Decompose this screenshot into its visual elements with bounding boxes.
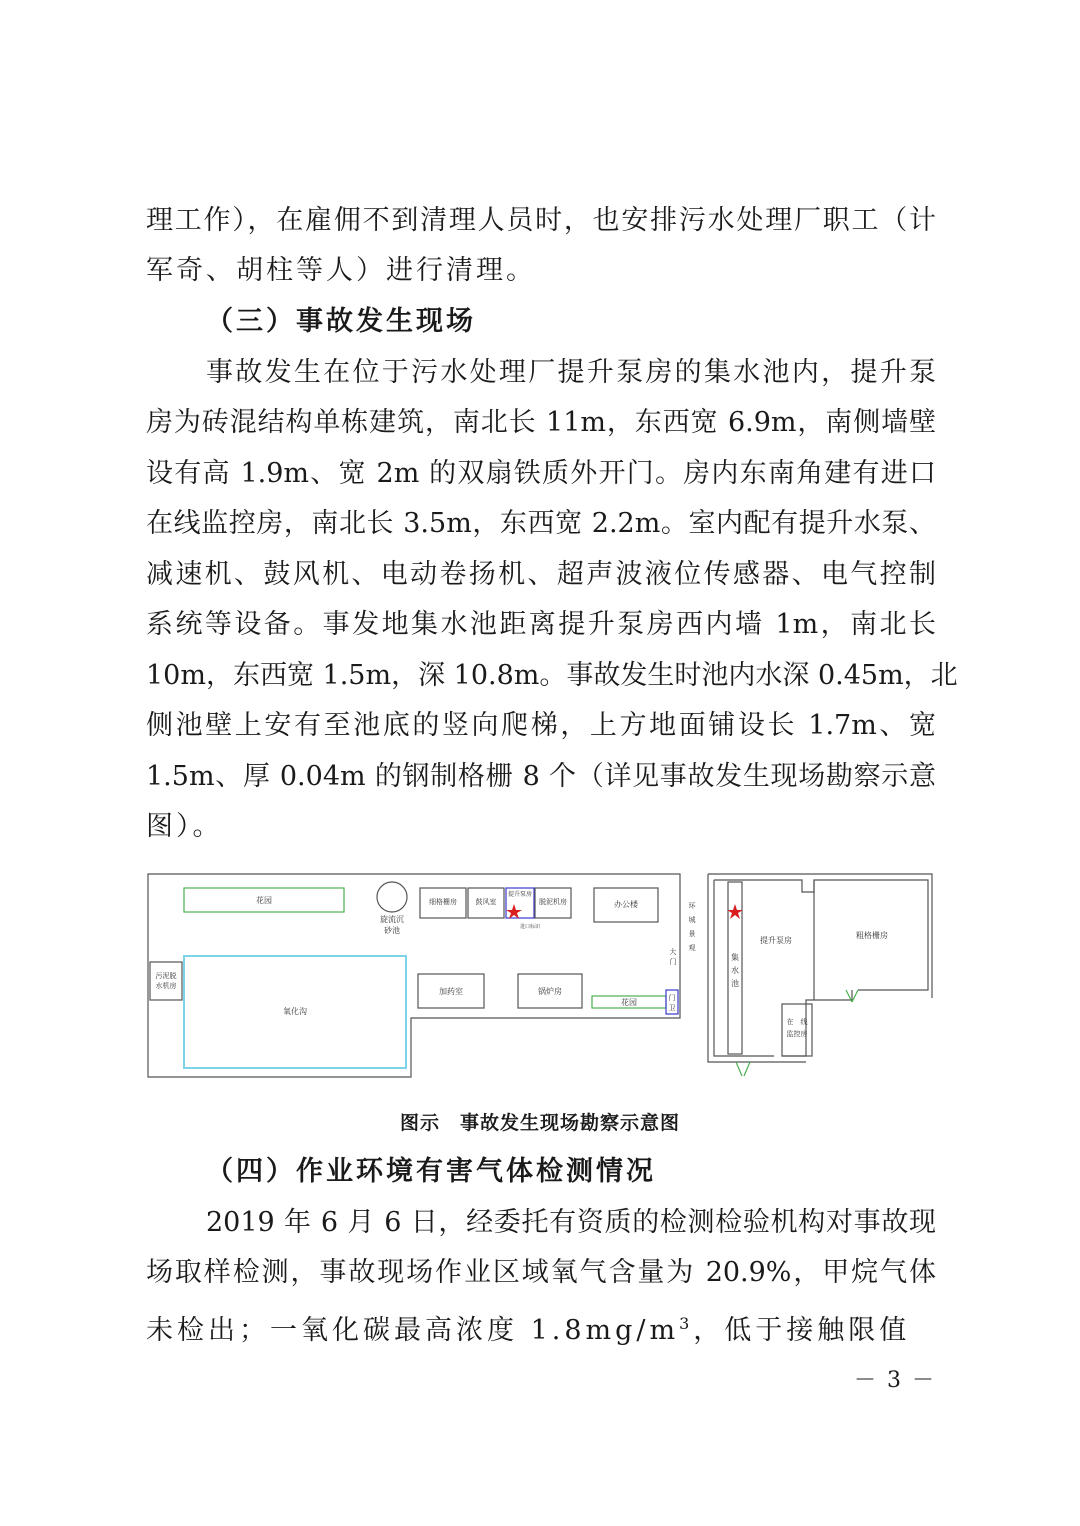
label-road-2: 城 [688, 916, 696, 924]
pump-room-detail [708, 874, 932, 1076]
section-heading-3: （三）事故发生现场 [206, 306, 476, 337]
text-line: 侧池壁上安有至池底的竖向爬梯，上方地面铺设长 1.7m、宽 [146, 710, 936, 741]
label-garden-bottom: 花园 [621, 998, 637, 1007]
label-dewater: 脱泥机房 [539, 898, 567, 906]
text-line: 1.5m、厚 0.04m 的钢制格栅 8 个（详见事故发生现场勘察示意 [146, 761, 936, 792]
label-grit-1: 旋流沉 [380, 915, 404, 924]
text-line: 房为砖混结构单栋建筑，南北长 11m，东西宽 6.9m，南侧墙壁 [146, 407, 936, 438]
label-tank-3: 池 [731, 979, 739, 988]
text-line: 在线监控房，南北长 3.5m，东西宽 2.2m。室内配有提升水泵、 [146, 508, 936, 539]
label-road-1: 环 [688, 902, 696, 910]
label-lift-room: 粗格栅房 [856, 931, 888, 940]
accident-marker-left [506, 904, 522, 919]
label-main-gate-1: 大 [669, 948, 677, 956]
text-segment: ，低于接触限值 [693, 1315, 911, 1346]
label-pump-small: 提升泵房 [507, 891, 533, 898]
site-plan-svg [146, 870, 934, 1080]
label-tank-2: 水 [731, 966, 739, 975]
label-boiler: 锅炉房 [538, 987, 562, 996]
label-road-3: 景 [688, 930, 696, 938]
text-line: 减速机、鼓风机、电动卷扬机、超声波液位传感器、电气控制 [146, 559, 936, 590]
page-number: － 3 － [854, 1368, 936, 1393]
label-pump-room: 提升泵房 [760, 936, 792, 945]
label-office: 办公楼 [614, 900, 638, 909]
label-sludge-1: 污泥脱 [155, 972, 177, 980]
label-grit-2: 砂池 [384, 926, 400, 935]
text-line: 设有高 1.9m、宽 2m 的双扇铁质外开门。房内东南角建有进口 [146, 458, 936, 489]
label-dosing: 加药室 [439, 987, 463, 996]
accident-marker-right [727, 904, 743, 919]
label-entrance-mark: 进口标识 [519, 924, 541, 930]
text-line: 图）。 [146, 811, 223, 842]
site-diagram [146, 870, 934, 1080]
label-grille: 细格栅房 [429, 898, 457, 906]
label-monitor-1: 在 线 [786, 1018, 808, 1026]
superscript: 3 [679, 1314, 694, 1333]
text-line: 场取样检测，事故现场作业区域氧气含量为 20.9%，甲烷气体 [146, 1257, 936, 1288]
text-line: 事故发生在位于污水处理厂提升泵房的集水池内，提升泵 [206, 357, 936, 388]
label-oxidation: 氧化沟 [283, 1007, 307, 1016]
overall-site-plan [148, 874, 680, 1077]
figure-caption: 图示 事故发生现场勘察示意图 [399, 1112, 680, 1134]
text-line: 2019 年 6 月 6 日，经委托有资质的检测检验机构对事故现 [206, 1207, 936, 1238]
section-heading-4: （四）作业环境有害气体检测情况 [206, 1156, 656, 1187]
label-road-4: 观 [688, 944, 696, 952]
text-line: 10m，东西宽 1.5m，深 10.8m。事故发生时池内水深 0.45m，北 [146, 660, 958, 691]
grit-chamber [377, 882, 407, 912]
label-sludge-2: 水机房 [155, 982, 177, 990]
text-line: 系统等设备。事发地集水池距离提升泵房西内墙 1m，南北长 [146, 609, 936, 640]
label-main-gate-2: 门 [669, 958, 677, 966]
label-gate-1: 门 [668, 994, 676, 1002]
text-segment: 未检出；一氧化碳最高浓度 1.8mg/m [146, 1315, 680, 1346]
label-monitor-2: 监控房 [786, 1030, 808, 1038]
text-line [146, 1304, 936, 1351]
label-gate-2: 卫 [668, 1004, 676, 1012]
text-line: 军奇、胡柱等人）进行清理。 [146, 255, 536, 286]
label-tank-1: 集 [731, 953, 739, 962]
sludge-dewatering-room [150, 962, 182, 1000]
label-garden-top: 花园 [256, 896, 272, 905]
label-blower: 鼓风室 [475, 898, 497, 906]
text-line: 理工作），在雇佣不到清理人员时，也安排污水处理厂职工（计 [146, 205, 936, 236]
